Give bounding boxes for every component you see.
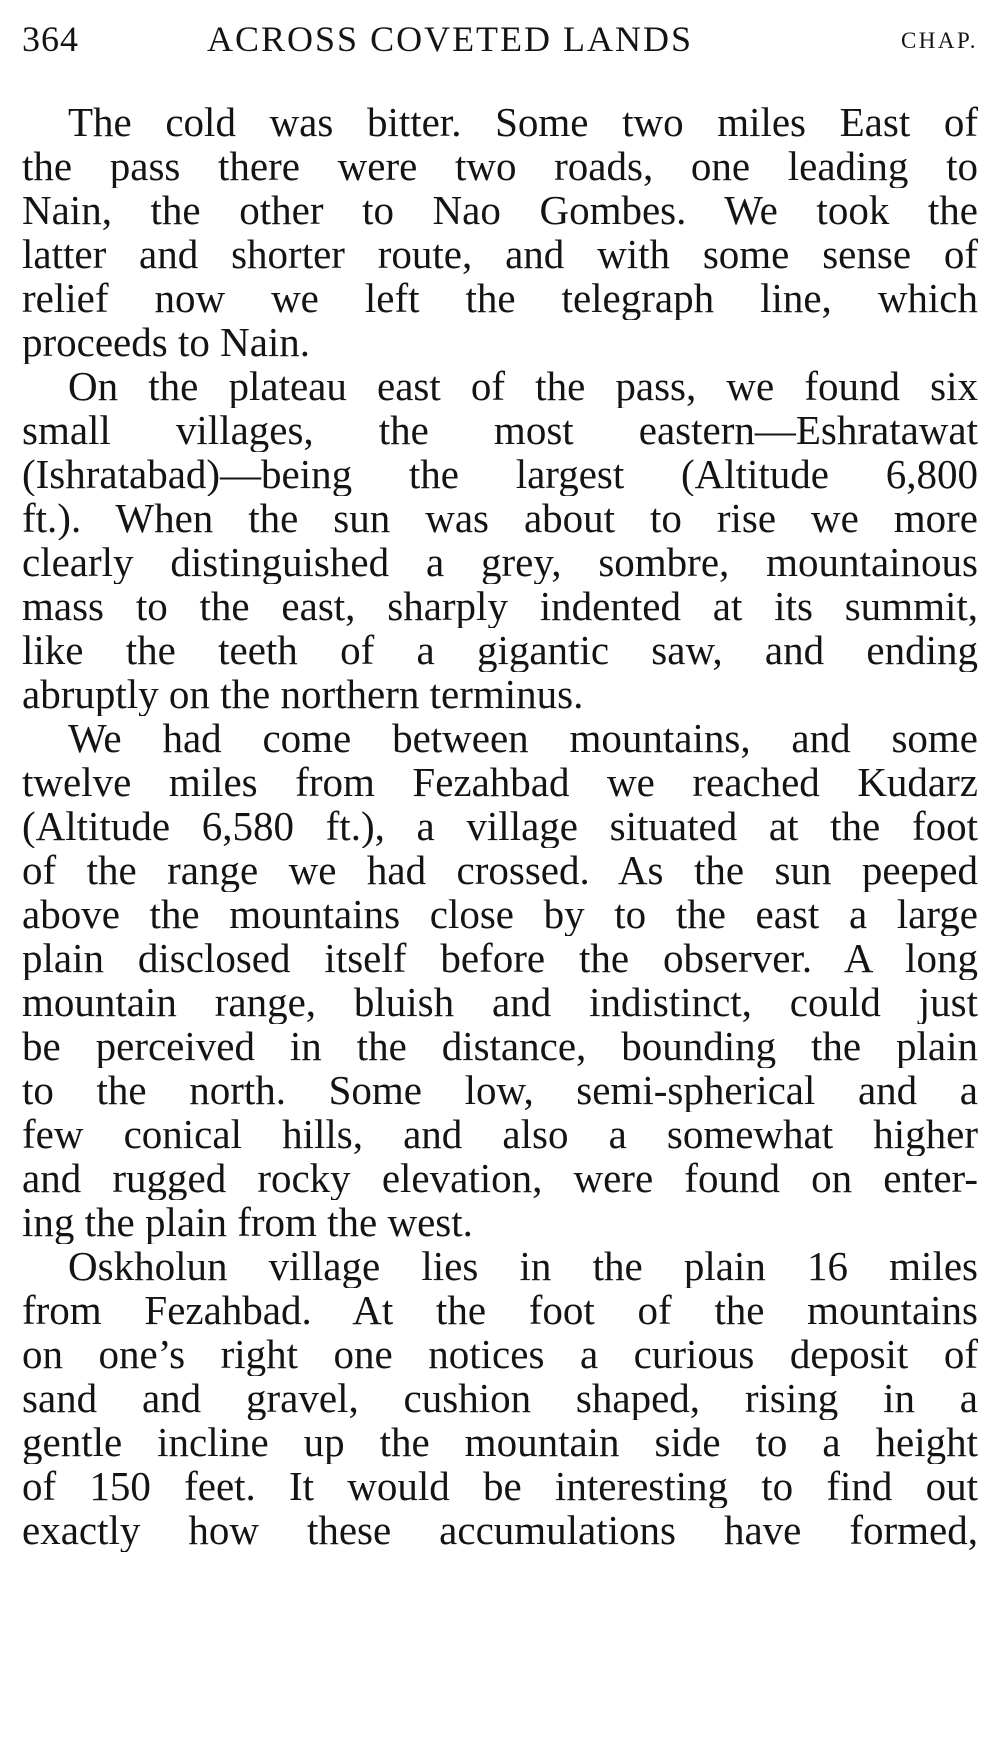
text-line: latter and shorter route, and with some sense of — [22, 232, 978, 276]
paragraph — [22, 1244, 978, 1552]
paragraph — [22, 716, 978, 1244]
text-line: Oskholun village lies in the plain 16 miles — [68, 1244, 978, 1288]
paragraph — [22, 100, 978, 364]
running-head — [22, 14, 978, 64]
text-line: sand and gravel, cushion shaped, rising in a — [22, 1376, 978, 1420]
text-line: mass to the east, sharply indented at its summit, — [22, 584, 978, 628]
text-line: (Ishratabad)—being the largest (Altitude 6,800 — [22, 452, 978, 496]
text-line: be perceived in the distance, bounding the plain — [22, 1024, 978, 1068]
text-line: exactly how these accumulations have formed, — [22, 1508, 978, 1552]
text-line: relief now we left the telegraph line, which — [22, 276, 978, 320]
paragraph — [22, 364, 978, 716]
text-line: to the north. Some low, semi-spherical and a — [22, 1068, 978, 1112]
text-line: small villages, the most eastern—Eshratawat — [22, 408, 978, 452]
text-line: (Altitude 6,580 ft.), a village situated at the foot — [22, 804, 978, 848]
text-line: The cold was bitter. Some two miles East of — [68, 100, 978, 144]
text-line: ing the plain from the west. — [22, 1200, 473, 1244]
page-number: 364 — [22, 19, 79, 59]
text-line: abruptly on the northern terminus. — [22, 672, 584, 716]
text-line: of the range we had crossed. As the sun peeped — [22, 848, 978, 892]
text-line: twelve miles from Fezahbad we reached Kudarz — [22, 760, 978, 804]
text-line: plain disclosed itself before the observer. A long — [22, 936, 978, 980]
running-title: ACROSS COVETED LANDS — [207, 19, 694, 59]
text-line: gentle incline up the mountain side to a height — [22, 1420, 978, 1464]
text-line: from Fezahbad. At the foot of the mountains — [22, 1288, 978, 1332]
text-line: above the mountains close by to the east a large — [22, 892, 978, 936]
text-line: and rugged rocky elevation, were found on enter- — [22, 1156, 978, 1200]
text-line: few conical hills, and also a somewhat higher — [22, 1112, 978, 1156]
body-text — [22, 100, 978, 1552]
text-line: clearly distinguished a grey, sombre, mountainous — [22, 540, 978, 584]
chapter-label: CHAP. — [900, 28, 978, 53]
text-line: ft.). When the sun was about to rise we more — [22, 496, 978, 540]
text-line: on one’s right one notices a curious deposit of — [22, 1332, 978, 1376]
text-line: the pass there were two roads, one leading to — [22, 144, 978, 188]
text-line: mountain range, bluish and indistinct, could just — [22, 980, 978, 1024]
text-line: like the teeth of a gigantic saw, and ending — [22, 628, 978, 672]
text-line: We had come between mountains, and some — [68, 716, 978, 760]
text-line: On the plateau east of the pass, we found six — [68, 364, 978, 408]
text-line: proceeds to Nain. — [22, 320, 311, 364]
text-line: of 150 feet. It would be interesting to find out — [22, 1464, 978, 1508]
text-line: Nain, the other to Nao Gombes. We took the — [22, 188, 978, 232]
